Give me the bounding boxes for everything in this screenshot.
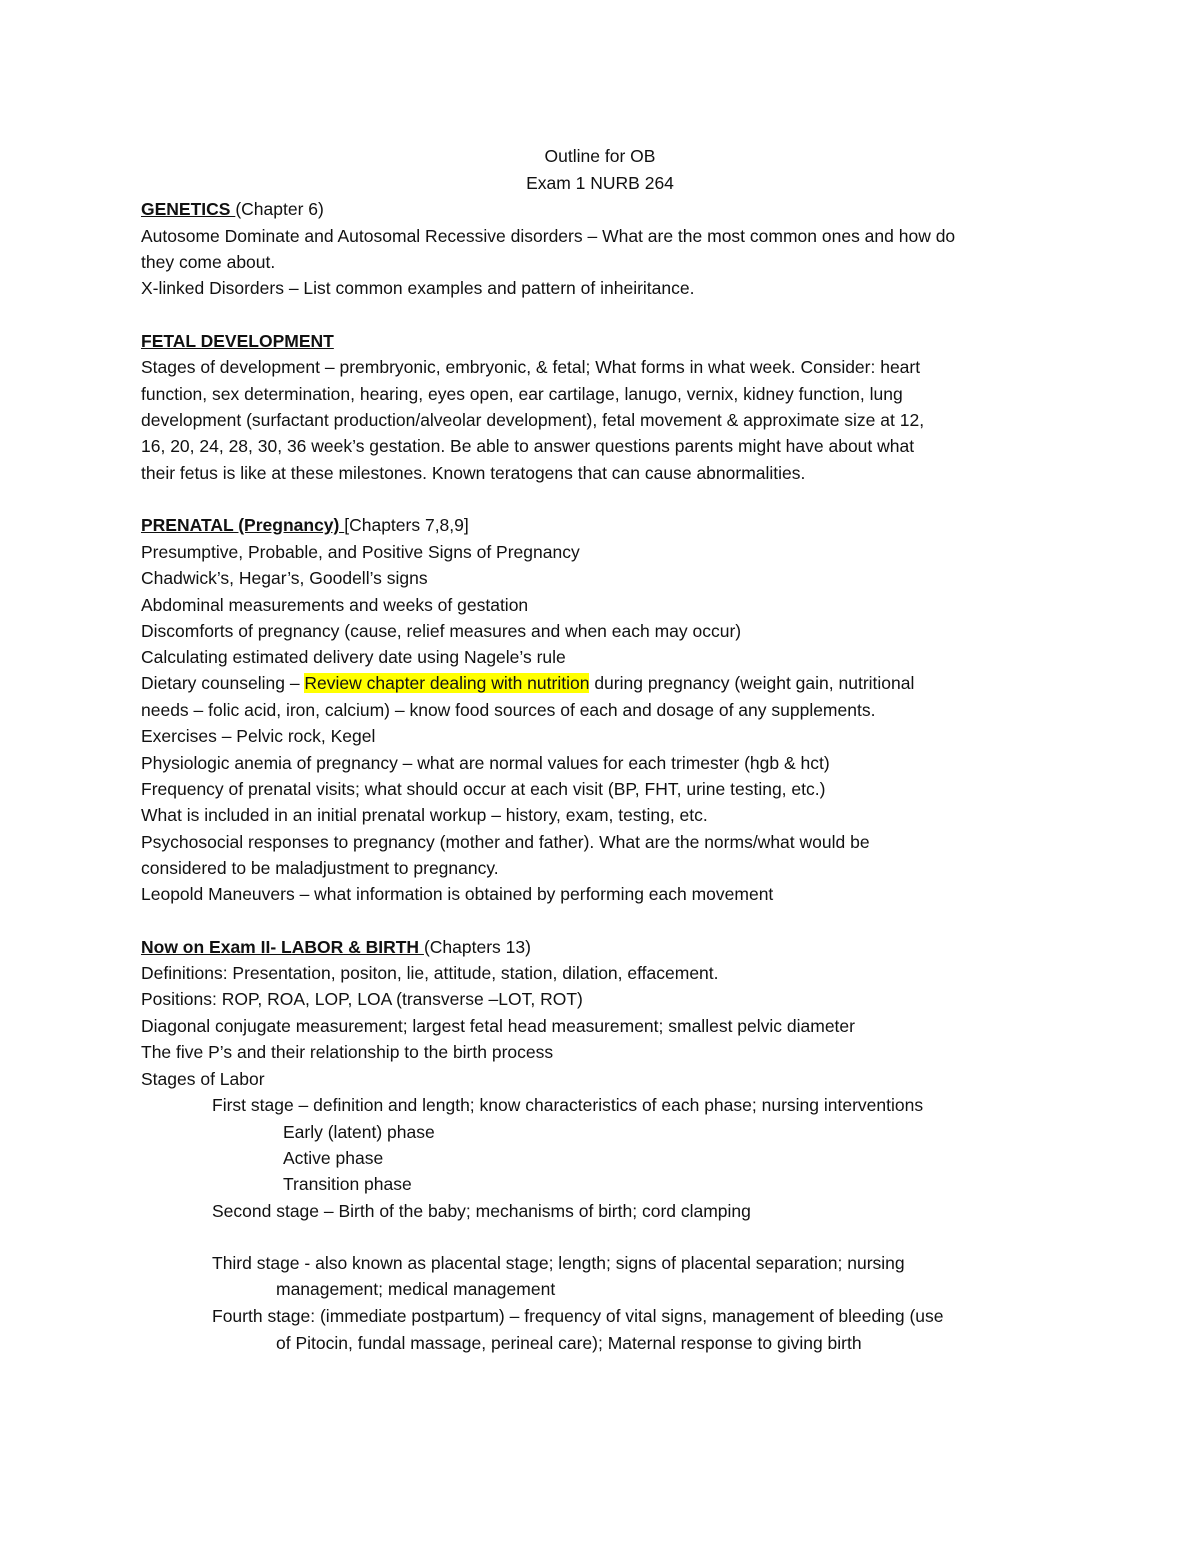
second-stage-line: Second stage – Birth of the baby; mechanisms of birth; cord clamping: [212, 1201, 751, 1221]
document-title: Outline for OB: [544, 146, 656, 166]
highlighted-text: Review chapter dealing with nutrition: [304, 673, 590, 693]
phase-item: Transition phase: [283, 1174, 412, 1194]
phase-item: Early (latent) phase: [283, 1122, 435, 1142]
prenatal-line: Discomforts of pregnancy (cause, relief measures and when each may occur): [141, 621, 742, 641]
document-subtitle: Exam 1 NURB 264: [526, 173, 674, 193]
third-stage-line: Third stage - also known as placental stage; length; signs of placental separation; nursing: [212, 1253, 905, 1273]
fetal-line: function, sex determination, hearing, eyes open, ear cartilage, lanugo, vernix, kidney function, lung: [141, 384, 903, 404]
dietary-counseling-line: [141, 670, 914, 696]
prenatal-heading-line: [141, 512, 469, 538]
phase-item: Active phase: [283, 1148, 384, 1168]
first-stage-line: First stage – definition and length; know characteristics of each phase; nursing interventions: [212, 1095, 924, 1115]
fetal-line: development (surfactant production/alveolar development), fetal movement & approximate size at 12,: [141, 410, 925, 430]
diet-prefix: Dietary counseling –: [141, 673, 305, 693]
prenatal-line: considered to be maladjustment to pregnancy.: [141, 858, 499, 878]
genetics-line: they come about.: [141, 252, 276, 272]
prenatal-line: Frequency of prenatal visits; what should occur at each visit (BP, FHT, urine testing, etc.): [141, 779, 826, 799]
prenatal-line: Exercises – Pelvic rock, Kegel: [141, 726, 376, 746]
prenatal-line: Calculating estimated delivery date using Nagele’s rule: [141, 647, 566, 667]
fetal-line: Stages of development – prembryonic, embryonic, & fetal; What forms in what week. Consider: heart: [141, 357, 921, 377]
prenatal-line: Leopold Maneuvers – what information is obtained by performing each movement: [141, 884, 774, 904]
fourth-stage-continued: of Pitocin, fundal massage, perineal care); Maternal response to giving birth: [276, 1333, 862, 1353]
labor-line: Stages of Labor: [141, 1069, 265, 1089]
fetal-line: 16, 20, 24, 28, 30, 36 week’s gestation. Be able to answer questions parents might have about what: [141, 436, 915, 456]
genetics-heading-line: [141, 196, 324, 222]
prenatal-line: Physiologic anemia of pregnancy – what are normal values for each trimester (hgb & hct): [141, 753, 830, 773]
fourth-stage-line: Fourth stage: (immediate postpartum) – frequency of vital signs, management of bleeding (use: [212, 1306, 944, 1326]
labor-heading: Now on Exam II- LABOR & BIRTH: [141, 937, 424, 957]
prenatal-line: Psychosocial responses to pregnancy (mother and father). What are the norms/what would be: [141, 832, 870, 852]
third-stage-continued: management; medical management: [276, 1279, 556, 1299]
fetal-line: their fetus is like at these milestones. Known teratogens that can cause abnormalities.: [141, 463, 806, 483]
fetal-heading: FETAL DEVELOPMENT: [141, 331, 334, 351]
labor-line: Diagonal conjugate measurement; largest fetal head measurement; smallest pelvic diameter: [141, 1016, 855, 1036]
labor-chapters: (Chapters 13): [423, 937, 531, 957]
diet-suffix: during pregnancy (weight gain, nutritional: [589, 673, 915, 693]
labor-heading-line: [141, 934, 531, 960]
labor-line: The five P’s and their relationship to the birth process: [141, 1042, 554, 1062]
prenatal-line: What is included in an initial prenatal workup – history, exam, testing, etc.: [141, 805, 708, 825]
prenatal-line: needs – folic acid, iron, calcium) – know food sources of each and dosage of any supplements.: [141, 700, 876, 720]
genetics-line: X-linked Disorders – List common examples and pattern of inheiritance.: [141, 278, 695, 298]
genetics-line: Autosome Dominate and Autosomal Recessive disorders – What are the most common ones and how do: [141, 226, 956, 246]
prenatal-heading: PRENATAL (Pregnancy): [141, 515, 345, 535]
genetics-heading: GENETICS: [141, 199, 236, 219]
prenatal-line: Chadwick’s, Hegar’s, Goodell’s signs: [141, 568, 428, 588]
fetal-heading-line: [141, 328, 334, 354]
genetics-chapter: (Chapter 6): [235, 199, 324, 219]
labor-line: Positions: ROP, ROA, LOP, LOA (transverse –LOT, ROT): [141, 989, 583, 1009]
labor-line: Definitions: Presentation, positon, lie, attitude, station, dilation, effacement.: [141, 963, 719, 983]
prenatal-line: Presumptive, Probable, and Positive Signs of Pregnancy: [141, 542, 580, 562]
prenatal-line: Abdominal measurements and weeks of gestation: [141, 595, 529, 615]
prenatal-chapters: [Chapters 7,8,9]: [344, 515, 469, 535]
